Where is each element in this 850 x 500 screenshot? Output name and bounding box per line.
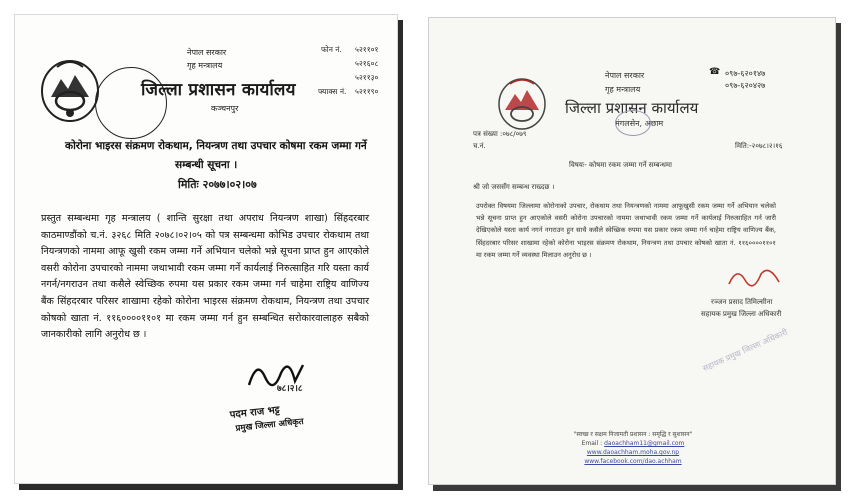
ministry-name: गृह मन्त्रालय: [605, 85, 641, 94]
office-location: मंगलसेन, अछाम: [615, 119, 664, 128]
letter-body: प्रस्तुत सम्बन्धमा गृह मन्त्रालय ( शान्ति सुरक्षा तथा अपराध नियन्त्रण शाखा) सिंहदरबार काठमाण्डौंको च.नं. ३२६८ मिति २०७८।०२।०५ को पत्र सम्बन्धमा कोभिड उपचार रोकथाम तथा नियन्त्रणको नाममा आफू खुसी रकम जम्मा गर्ने अभियान चलेको भन्ने सूचना प्राप्त हुन आएकोले वसरी कोरोना उपचारको नाममा जथाभावी रकम जम्मा गर्ने कार्यलाई निरुत्साहित गरि यस्ता कार्य नगर्न/नगराउन तथा कसैले स्वेच्छिक रुपमा यस प्रकार रकम जम्मा गर्न चाहेमा राष्ट्रिय वाणिज्य बैंक सिंहदरबार परिसर शाखामा रहेको कोरोना भाइरस संक्रमण रोकथाम, नियन्त्रण तथा उपचार कोषको खाता नं. ११६००००११०१ मा रकम जम्मा गर्न हुन सम्बन्धित सरोकारवालाहरु सबैको जानकारीको लागि अनुरोध छ ।: [41, 213, 369, 341]
government-name: नेपाल सरकार: [605, 71, 645, 80]
email-label: Email :: [581, 440, 603, 447]
faint-stamp-title: सहायक प्रमुख जिल्ला अधिकारी: [701, 327, 789, 374]
signature-date: ७८।२।८: [277, 384, 303, 394]
facebook-link[interactable]: www.facebook.com/dao.achham: [584, 458, 682, 465]
phone-number: ५२११३०: [355, 73, 379, 82]
subject-line-2: सम्बन्धी सूचना ।: [175, 159, 238, 171]
office-title: जिल्ला प्रशासन कार्यालय: [565, 99, 699, 117]
fax-number: ५२११९०: [355, 87, 379, 96]
office-stamp-seal: [615, 110, 651, 136]
addressee-line: श्री जो जससँग सम्बन्ध राख्दछ ।: [473, 183, 555, 191]
office-location: कञ्चनपुर: [211, 104, 239, 113]
signatory-title: प्रमुख जिल्ला अधिकृत: [235, 416, 305, 434]
footer-website-line: [429, 449, 836, 456]
website-link[interactable]: www.daoachham.moha.gov.np: [586, 449, 680, 456]
nepal-emblem-icon: [37, 53, 103, 125]
government-name: नेपाल सरकार: [187, 48, 227, 57]
phone-number: ०९७-६२०१४७: [725, 69, 766, 78]
ministry-name: गृह मन्त्रालय: [187, 61, 223, 70]
phone-icon: ☎: [709, 67, 721, 77]
letter-date: मितिः २०७७।०२।०७: [178, 178, 257, 191]
signature-scribble-icon: [725, 262, 785, 292]
letter-body: उपरोक्त विषयमा जिल्लामा कोरोनाको उपचार, रोकथाम तथा नियन्त्रणको नाममा आफूखुसी रकम जम्मा गर्ने अभियान चलेको भन्ने सूचना प्राप्त हुन आएकोले वसरी कोरोना उपचारको नाममा जथाभावी रकम जम्मा गर्ने कार्यलाई निरुत्साहित गर्न जारी देखिएकोले यस्ता कार्य नगर्न नगराउन हुन साथै कसैले स्वेच्छिक रुपमा यस प्रकार रकम जम्मा गर्न चाहेमा राष्ट्रिय वाणिज्य बैंक, सिंहदरबार परिसर शाखामा रहेको कोरोना भाइरस संक्रमण रोकथाम, नियन्त्रण तथा उपचार कोषको खाता नं. ११६००००११०१ मा रकम जम्मा गर्ने व्यवस्था मिलाउन अनुरोध छ ।: [476, 202, 776, 259]
fax-label: फ्याक्स नं.: [318, 87, 347, 96]
office-title: जिल्ला प्रशासन कार्यालय: [141, 80, 296, 100]
footer-email-line: [429, 440, 836, 447]
email-link[interactable]: daoachham11@gmail.com: [604, 440, 685, 447]
letter-date: मिति:-२०७८।२।१६: [735, 142, 783, 150]
phone-number: ०९७-६२०४२७: [725, 81, 766, 90]
phone-number: ५२११०१: [355, 45, 379, 54]
letter-achham: [428, 17, 836, 485]
phone-number: ५२१६०८: [355, 59, 379, 68]
chalani-number: च.नं.: [473, 142, 486, 150]
footer-facebook-line: [429, 458, 836, 465]
signatory-title: सहायक प्रमुख जिल्ला अधिकारी: [701, 310, 782, 318]
nepal-emblem-icon: [495, 72, 549, 132]
signatory-name: रञ्जन प्रसाद तिमिल्सीना: [711, 298, 773, 306]
patra-sankhya: पत्र संख्या :०७८/०७९: [473, 130, 527, 138]
signatory-name: पदम राज भट्ट: [229, 404, 281, 421]
subject-line: विषयः- कोषमा रकम जम्मा गर्ने सम्बन्धमा: [569, 161, 672, 169]
subject-line-1: कोरोना भाइरस संक्रमण रोकथाम, नियन्त्रण तथा उपचार कोषमा रकम जम्मा गर्ने: [65, 140, 367, 152]
footer-slogan: "स्वच्छ र सक्षम निजामती प्रशासन : समृद्धि र सुशासन": [573, 431, 693, 438]
letter-kanchanpur: [14, 14, 398, 484]
phone-label: फोन नं.: [321, 45, 342, 54]
